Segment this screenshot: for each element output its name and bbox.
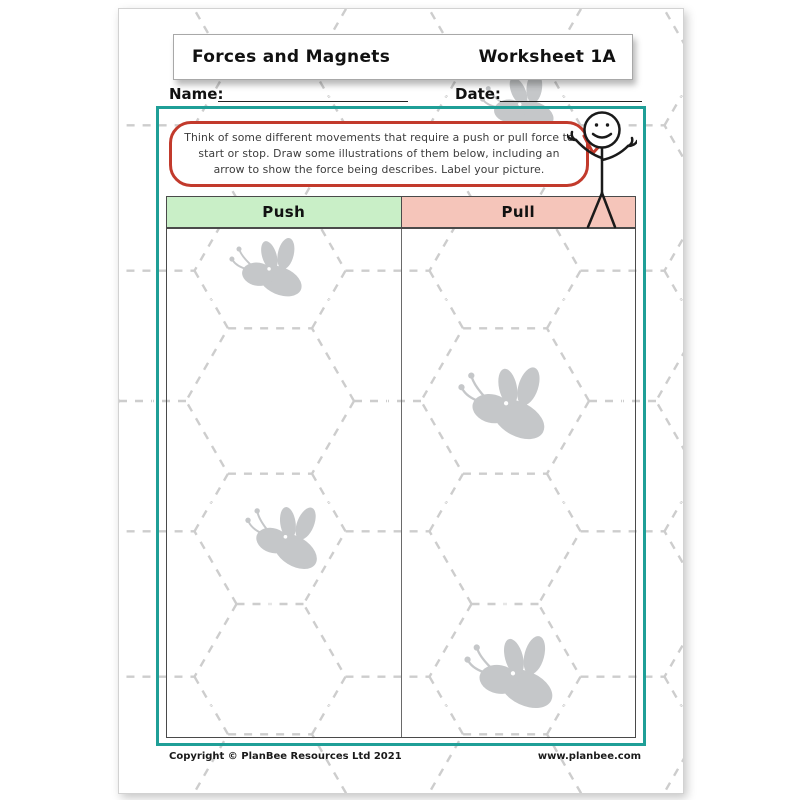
instruction-text: Think of some different movements that require a push or pull force to start or stop. Draw some illustrations of them below, including an arrow to show the force being describes. Label your picture.	[184, 130, 574, 177]
bee-icon	[449, 364, 565, 449]
push-drawing-area	[167, 229, 402, 737]
worksheet-page	[118, 8, 684, 794]
date-input-line	[500, 85, 642, 102]
copyright-text: Copyright © PlanBee Resources Ltd 2021	[169, 751, 402, 762]
table-header-row	[167, 197, 635, 229]
date-label: Date:	[455, 85, 501, 103]
subject-title: Forces and Magnets	[192, 47, 391, 67]
website-text: www.planbee.com	[537, 751, 641, 762]
name-label: Name:	[169, 85, 224, 103]
worksheet-number: Worksheet 1A	[478, 47, 616, 67]
pull-column-header: Pull	[402, 197, 636, 227]
stick-figure-icon	[567, 109, 637, 235]
bee-icon	[220, 233, 320, 310]
name-input-line	[218, 85, 408, 102]
instruction-speech-bubble	[169, 121, 589, 187]
bee-icon	[234, 500, 339, 580]
push-column-header: Push	[167, 197, 402, 227]
name-date-row	[119, 85, 683, 105]
worksheet-title-bar	[173, 34, 633, 80]
bee-icon	[454, 631, 574, 722]
